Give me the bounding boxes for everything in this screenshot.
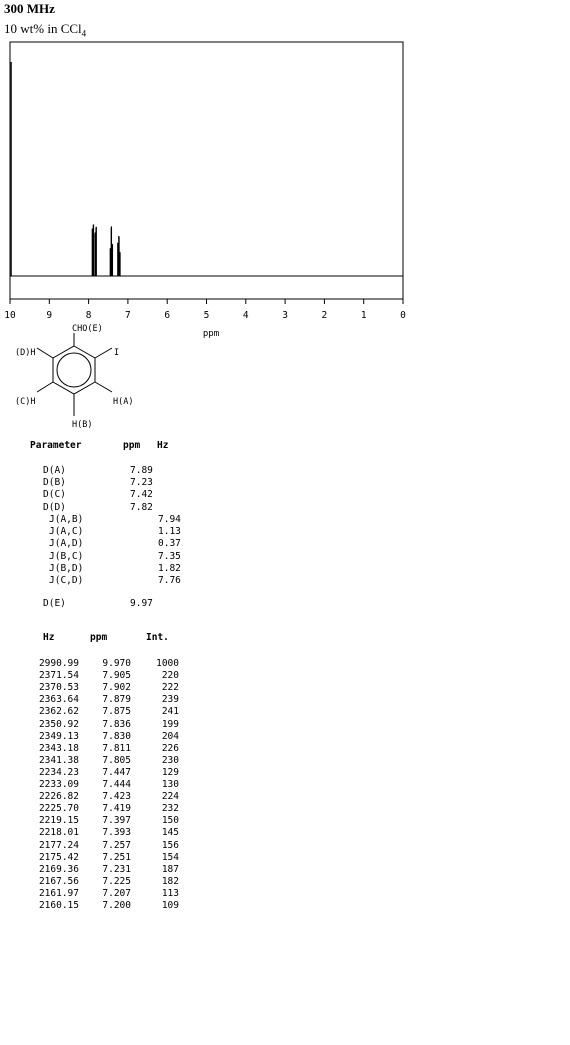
ppm-col-header: ppm bbox=[123, 440, 141, 451]
peak-intensity: 187 bbox=[161, 863, 179, 875]
peak-intensity: 222 bbox=[161, 682, 179, 694]
peak-ppm: 7.902 bbox=[102, 682, 131, 694]
x-tick-label: 7 bbox=[125, 310, 131, 321]
solvent-subscript: 4 bbox=[81, 28, 87, 39]
peak-hz: 2341.38 bbox=[38, 754, 79, 766]
peak-ppm: 7.879 bbox=[102, 694, 131, 706]
peak-ppm: 7.251 bbox=[102, 851, 131, 863]
coupling-name: J(B,D) bbox=[49, 562, 84, 574]
peak-intensity: 226 bbox=[161, 742, 179, 754]
substituent-lower-left: (C)H bbox=[15, 397, 36, 407]
x-tick-label: 8 bbox=[85, 310, 92, 321]
peak-intensity: 130 bbox=[161, 779, 179, 790]
peak-intensity: 204 bbox=[161, 730, 179, 742]
aromatic-circle bbox=[57, 353, 91, 387]
peak-hz: 2167.56 bbox=[38, 875, 79, 887]
coupling-value: 1.82 bbox=[158, 562, 181, 574]
substituent-bottom: H(B) bbox=[72, 420, 93, 430]
shift-value: 9.97 bbox=[130, 598, 153, 609]
x-tick-label: 2 bbox=[321, 310, 328, 321]
peak-intensity: 109 bbox=[161, 900, 179, 911]
peak-ppm: 7.423 bbox=[102, 791, 131, 803]
peak-ppm: 7.811 bbox=[102, 742, 131, 754]
coupling-value: 7.94 bbox=[158, 514, 181, 525]
peak-intensity: 156 bbox=[161, 839, 179, 851]
peak-hz: 2169.36 bbox=[38, 863, 79, 875]
param-col-header: Parameter bbox=[30, 440, 82, 451]
peak-hz: 2219.15 bbox=[38, 815, 79, 827]
shift-name: D(D) bbox=[43, 501, 66, 513]
x-tick-label: 5 bbox=[203, 310, 210, 321]
shift-name: D(C) bbox=[43, 489, 66, 501]
x-tick-label: 0 bbox=[400, 310, 406, 321]
peak-hz: 2226.82 bbox=[38, 791, 79, 803]
peak-ppm: 7.231 bbox=[102, 863, 131, 875]
coupling-value: 0.37 bbox=[158, 538, 181, 550]
shift-name: D(B) bbox=[43, 477, 66, 489]
peak-intensity: 220 bbox=[161, 670, 179, 682]
peak-hz: 2234.23 bbox=[38, 766, 79, 778]
peak-ppm: 7.393 bbox=[102, 827, 131, 839]
peak-intensity: 224 bbox=[161, 791, 179, 803]
bond-upper-right bbox=[95, 348, 112, 358]
peak-ppm: 7.805 bbox=[102, 754, 131, 766]
peaks-layer bbox=[11, 62, 120, 276]
parameter-table-header bbox=[30, 440, 169, 452]
peak-hz: 2233.09 bbox=[38, 779, 79, 790]
peak-intensity: 145 bbox=[161, 827, 179, 839]
nmr-spectrum-chart bbox=[0, 30, 570, 342]
bond-lower-right bbox=[95, 382, 112, 392]
peak-hz: 2160.15 bbox=[38, 900, 79, 911]
coupling-name: J(B,C) bbox=[49, 550, 84, 562]
peak-intensity: 239 bbox=[161, 694, 179, 706]
shift-value: 7.89 bbox=[130, 465, 153, 476]
coupling-value: 1.13 bbox=[158, 526, 181, 538]
coupling-value: 7.76 bbox=[158, 575, 181, 586]
coupling-name: J(A,C) bbox=[49, 526, 84, 538]
peak-ppm: 7.207 bbox=[102, 887, 131, 899]
peak-ppm: 7.225 bbox=[102, 875, 131, 887]
spectrometer-frequency: 300 MHz bbox=[4, 1, 55, 16]
peak-intensity: 241 bbox=[161, 706, 179, 718]
x-tick-label: 6 bbox=[164, 310, 171, 321]
peak-hz: 2371.54 bbox=[38, 670, 79, 682]
peak-intensity: 113 bbox=[161, 887, 179, 899]
peak-hz: 2350.92 bbox=[38, 718, 79, 730]
peak-ppm: 9.970 bbox=[102, 658, 131, 669]
int-header: Int. bbox=[146, 632, 169, 643]
peak-intensity: 129 bbox=[161, 766, 179, 778]
peak-hz: 2363.64 bbox=[38, 694, 79, 706]
peak-intensity: 199 bbox=[161, 718, 179, 730]
x-tick-label: 1 bbox=[360, 310, 367, 321]
bond-lower-left bbox=[37, 382, 53, 392]
shift-value: 7.42 bbox=[130, 489, 153, 501]
peak-intensity: 230 bbox=[161, 754, 179, 766]
substituent-lower-right: H(A) bbox=[113, 397, 134, 407]
coupling-name: J(C,D) bbox=[49, 575, 84, 586]
peak-hz: 2370.53 bbox=[38, 682, 79, 694]
x-tick-label: 9 bbox=[46, 310, 53, 321]
peak-hz: 2343.18 bbox=[38, 742, 79, 754]
x-tick-label: 10 bbox=[4, 310, 16, 321]
peak-intensity: 154 bbox=[161, 851, 179, 863]
coupling-value: 7.35 bbox=[158, 550, 181, 562]
peak-ppm: 7.830 bbox=[102, 730, 131, 742]
peak-ppm: 7.447 bbox=[102, 766, 131, 778]
hz-col-header: Hz bbox=[157, 440, 169, 451]
molecule-structure bbox=[0, 318, 200, 433]
x-tick-label: 4 bbox=[242, 310, 249, 321]
peak-hz: 2349.13 bbox=[38, 730, 79, 742]
coupling-name: J(A,D) bbox=[49, 538, 84, 550]
shift-name: D(E) bbox=[43, 598, 66, 609]
peak-hz: 2218.01 bbox=[38, 827, 79, 839]
peak-ppm: 7.257 bbox=[102, 839, 131, 851]
x-axis-label: ppm bbox=[202, 329, 220, 339]
peak-hz: 2175.42 bbox=[38, 851, 79, 863]
x-tick-label: 3 bbox=[282, 310, 288, 321]
peak-ppm: 7.875 bbox=[102, 706, 131, 718]
shift-value: 7.82 bbox=[130, 501, 153, 513]
peak-hz: 2362.62 bbox=[38, 706, 79, 718]
bond-upper-left bbox=[37, 348, 53, 358]
peak-ppm: 7.836 bbox=[102, 718, 131, 730]
hz-header: Hz bbox=[43, 632, 55, 643]
peak-ppm: 7.444 bbox=[102, 779, 131, 790]
peak-ppm: 7.200 bbox=[102, 900, 131, 911]
peak-hz: 2990.99 bbox=[38, 658, 79, 669]
peak-intensity: 1000 bbox=[156, 658, 179, 669]
peak-hz: 2161.97 bbox=[38, 887, 79, 899]
solvent-text: 10 wt% in CCl bbox=[4, 21, 82, 36]
peak-hz: 2225.70 bbox=[38, 803, 79, 815]
peak-table-header bbox=[43, 632, 169, 644]
shift-value: 7.23 bbox=[130, 477, 153, 489]
peak-intensity: 150 bbox=[161, 815, 179, 827]
coupling-name: J(A,B) bbox=[49, 514, 84, 525]
peak-ppm: 7.905 bbox=[102, 670, 131, 682]
peak-intensity: 182 bbox=[161, 875, 179, 887]
peak-ppm: 7.397 bbox=[102, 815, 131, 827]
substituent-upper-right: I bbox=[114, 348, 120, 358]
plot-frame bbox=[10, 42, 403, 299]
ppm-header: ppm bbox=[90, 632, 108, 643]
peak-hz: 2177.24 bbox=[38, 839, 79, 851]
shift-name: D(A) bbox=[43, 465, 66, 476]
substituent-top: CHO(E) bbox=[72, 324, 103, 334]
peak-ppm: 7.419 bbox=[102, 803, 131, 815]
peak-intensity: 232 bbox=[161, 803, 179, 815]
substituent-upper-left: (D)H bbox=[15, 348, 36, 358]
